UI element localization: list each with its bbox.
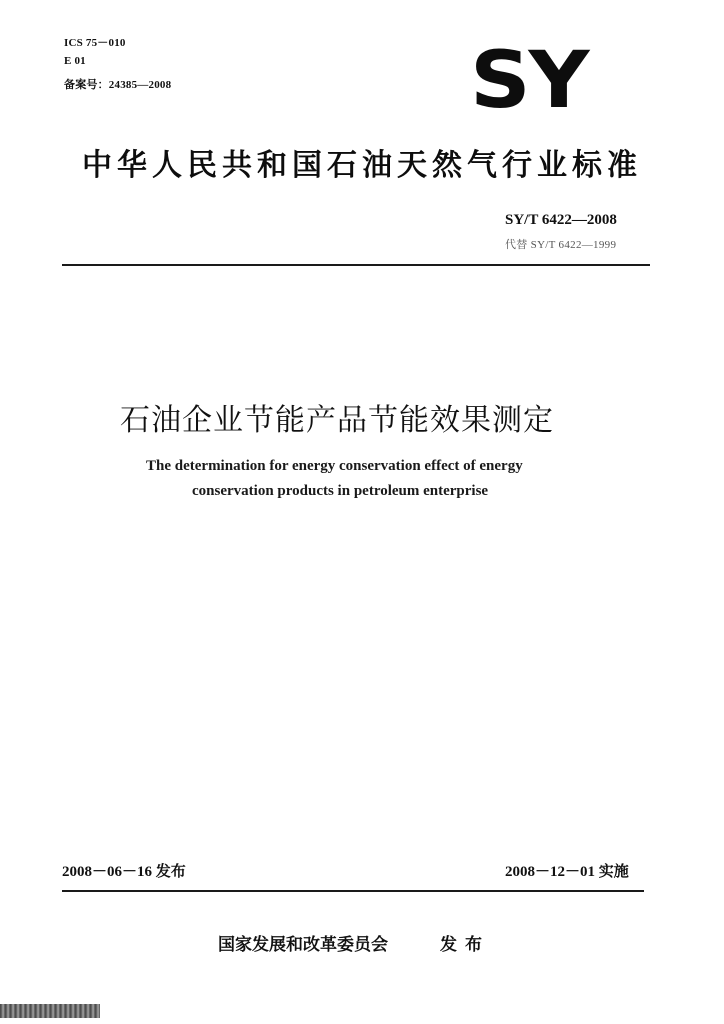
record-number: 备案号：24385—2008 [64,79,172,91]
document-title-english-line1: The determination for energy conservation effect of energy [146,458,523,474]
standard-number: SY/T 6422—2008 [505,212,617,228]
document-title-chinese: 石油企业节能产品节能效果测定 [120,403,554,438]
sy-logo: SY [470,36,588,126]
ics-code: ICS 75－010 [64,37,126,49]
implementation-date: 2008－12－01 实施 [505,864,629,880]
standard-title: 中华人民共和国石油天然气行业标准 [82,148,642,183]
publisher-name: 国家发展和改革委员会 [218,935,388,955]
issue-date: 2008－06－16 发布 [62,864,186,880]
top-divider [62,264,650,266]
document-title-english-line2: conservation products in petroleum enterprise [192,483,489,499]
e-code: E 01 [64,55,86,67]
publish-label: 发布 [440,935,490,955]
replaces-standard: 代替 SY/T 6422—1999 [505,239,617,251]
scan-artifact [0,1004,100,1018]
bottom-divider [62,890,644,892]
